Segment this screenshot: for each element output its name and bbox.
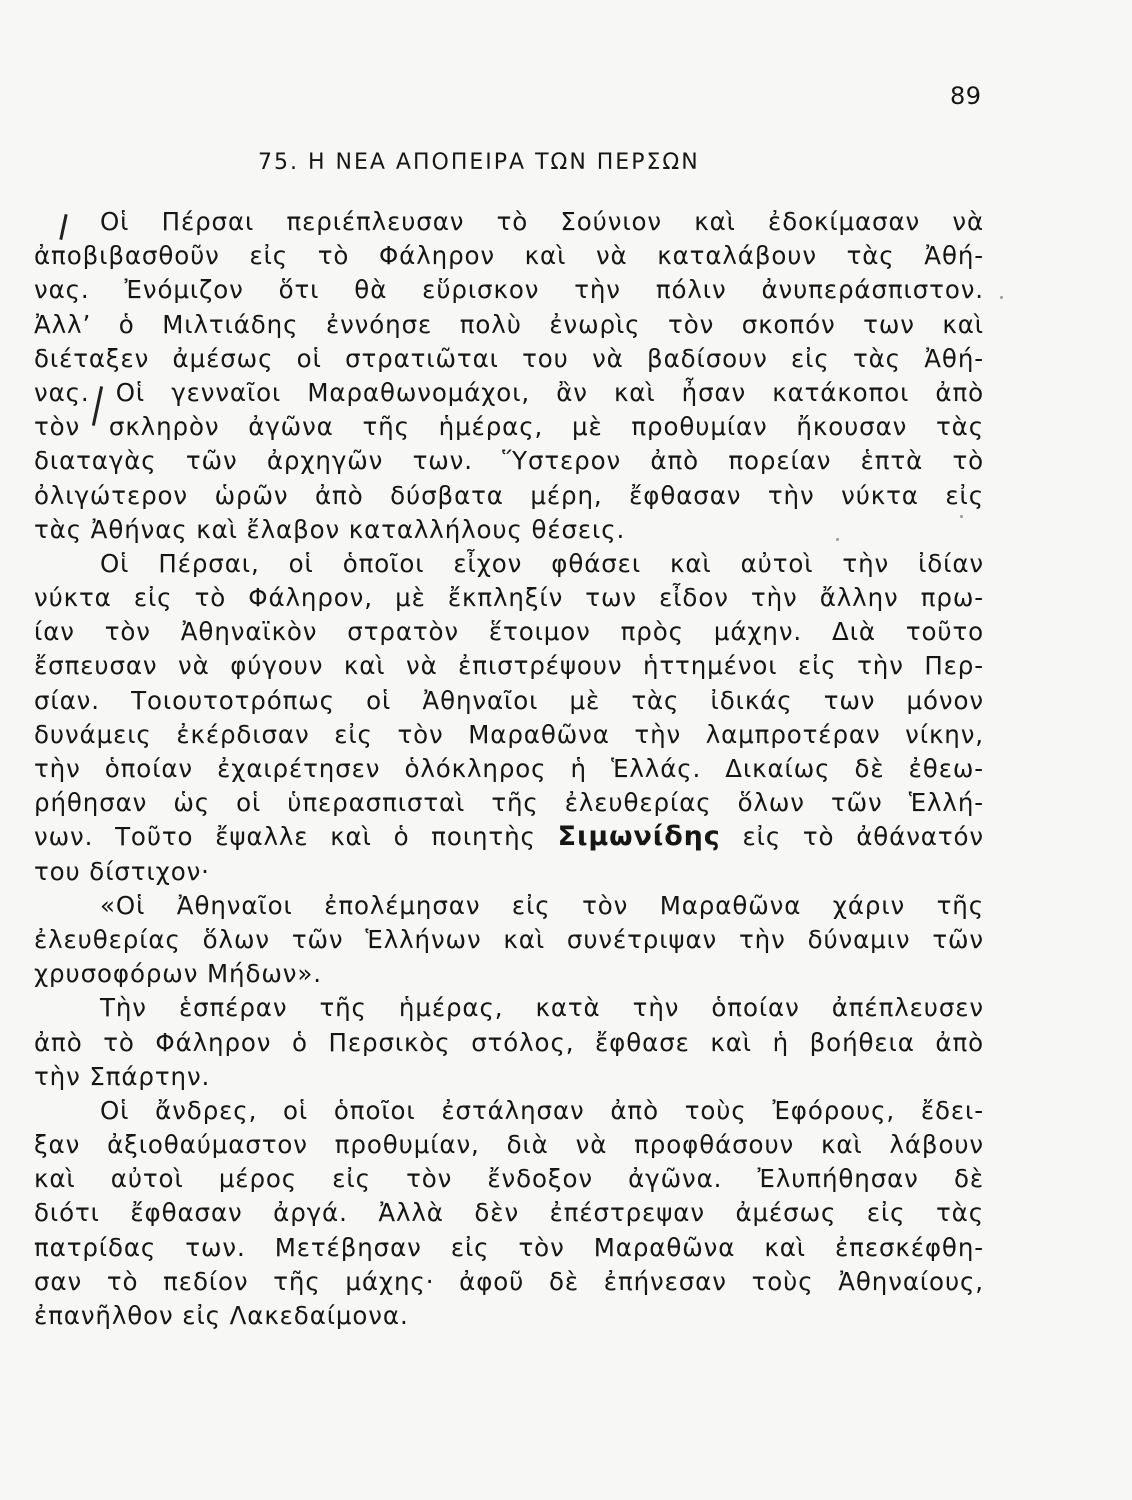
text-line: πατρίδας των. Μετέβησαν εἰς τὸν Μαραθῶνα καὶ ἐπεσκέφθη-	[34, 1232, 984, 1262]
text-line: νας. Οἱ γενναῖοι Μαραθωνομάχοι, ἂν καὶ ἦσαν κατάκοποι ἀπὸ	[34, 377, 984, 407]
text-line: τὴν Σπάρτην.	[34, 1061, 211, 1091]
page-number: 89	[950, 82, 982, 110]
text-line: του δίστιχον·	[34, 856, 210, 886]
text-line: καὶ αὐτοὶ μέρος εἰς τὸν ἔνδοξον ἀγῶνα. Ἐλυπήθησαν δὲ	[34, 1164, 984, 1194]
text-line: ἀποβιβασθοῦν εἰς τὸ Φάληρον καὶ νὰ καταλάβουν τὰς Ἀθή-	[34, 241, 984, 271]
scan-speck	[1000, 296, 1003, 299]
text-line: σαν τὸ πεδίον τῆς μάχης· ἀφοῦ δὲ ἐπήνεσαν τοὺς Ἀθηναίους,	[34, 1266, 984, 1296]
text-line: ἐπανῆλθον εἰς Λακεδαίμονα.	[34, 1301, 409, 1330]
text-line: σίαν. Τοιουτοτρόπως οἱ Ἀθηναῖοι μὲ τὰς ἰδικάς των μόνον	[34, 685, 984, 715]
text-line: διαταγὰς τῶν ἀρχηγῶν των. Ὕστερον ἀπὸ πορείαν ἑπτὰ τὸ	[34, 446, 984, 476]
body-text	[34, 205, 984, 1333]
text-line: τὴν ὁποίαν ἐχαιρέτησεν ὁλόκληρος ἡ Ἑλλάς. Δικαίως δὲ ἐθεω-	[34, 754, 984, 783]
text-line: διότι ἔφθασαν ἀργά. Ἀλλὰ δὲν ἐπέστρεψαν ἀμέσως εἰς τὰς	[34, 1198, 984, 1228]
text-line: Οἱ ἄνδρες, οἱ ὁποῖοι ἐστάλησαν ἀπὸ τοὺς Ἐφόρους, ἔδει-	[100, 1095, 984, 1125]
text-line: χρυσοφόρων Μήδων».	[34, 959, 322, 989]
text-line: ἀπὸ τὸ Φάληρον ὁ Περσικὸς στόλος, ἔφθασε καὶ ἡ βοήθεια ἀπὸ	[34, 1027, 984, 1057]
text-line: Οἱ Πέρσαι, οἱ ὁποῖοι εἶχον φθάσει καὶ αὐτοὶ τὴν ἰδίαν	[100, 548, 984, 578]
text-line: Οἱ Πέρσαι περιέπλευσαν τὸ Σούνιον καὶ ἐδοκίμασαν νὰ	[100, 207, 984, 236]
text-line: Τὴν ἑσπέραν τῆς ἡμέρας, κατὰ τὴν ὁποίαν ἀπέπλευσεν	[100, 993, 984, 1023]
text-line: ξαν ἀξιοθαύμαστον προθυμίαν, διὰ νὰ προφθάσουν καὶ λάβουν	[34, 1130, 984, 1160]
text-line: «Οἱ Ἀθηναῖοι ἐπολέμησαν εἰς τὸν Μαραθῶνα χάριν τῆς	[100, 890, 984, 920]
text-line: τὰς Ἀθήνας καὶ ἔλαβον καταλλήλους θέσεις.	[34, 514, 626, 544]
text-line: ὀλιγώτερον ὡρῶν ἀπὸ δύσβατα μέρη, ἔφθασαν τὴν νύκτα εἰς	[34, 480, 984, 510]
text-line: δυνάμεις ἐκέρδισαν εἰς τὸν Μαραθῶνα τὴν λαμπροτέραν νίκην,	[34, 719, 984, 749]
text-line: διέταξεν ἀμέσως οἱ στρατιῶται του νὰ βαδίσουν εἰς τὰς Ἀθή-	[34, 343, 984, 373]
section-heading: 75. Η ΝΕΑ ΑΠΟΠΕΙΡΑ ΤΩΝ ΠΕΡΣΩΝ	[258, 150, 700, 175]
text-line: Ἀλλ’ ὁ Μιλτιάδης ἐννόησε πολὺ ἐνωρὶς τὸν σκοπόν των καὶ	[34, 309, 984, 339]
text-segment: εἰς τὸ ἀθάνατόν	[742, 822, 984, 852]
text-line: ἐλευθερίας ὅλων τῶν Ἑλλήνων καὶ συνέτριψαν τὴν δύναμιν τῶν	[34, 924, 984, 954]
text-line: ρήθησαν ὡς οἱ ὑπερασπισταὶ τῆς ἐλευθερίας ὅλων τῶν Ἑλλή-	[34, 788, 984, 818]
text-line: ἔσπευσαν νὰ φύγουν καὶ νὰ ἐπιστρέψουν ἡττημένοι εἰς τὴν Περ-	[34, 651, 984, 681]
text-line: τὸν σκληρὸν ἀγῶνα τῆς ἡμέρας, μὲ προθυμίαν ἤκουσαν τὰς	[34, 412, 984, 442]
text-segment: νων. Τοῦτο ἔψαλλε καὶ ὁ ποιητὴς	[34, 822, 536, 852]
text-line-poet	[34, 820, 984, 854]
text-line: νύκτα εἰς τὸ Φάληρον, μὲ ἔκπληξίν των εἶδον τὴν ἄλλην πρω-	[34, 583, 984, 613]
text-line: ίαν τὸν Ἀθηναϊκὸν στρατὸν ἕτοιμον πρὸς μάχην. Διὰ τοῦτο	[34, 617, 984, 647]
text-line: νας. Ἐνόμιζον ὅτι θὰ εὕρισκον τὴν πόλιν ἀνυπεράσπιστον.	[34, 275, 984, 305]
poet-name: Σιμωνίδης	[557, 821, 721, 853]
